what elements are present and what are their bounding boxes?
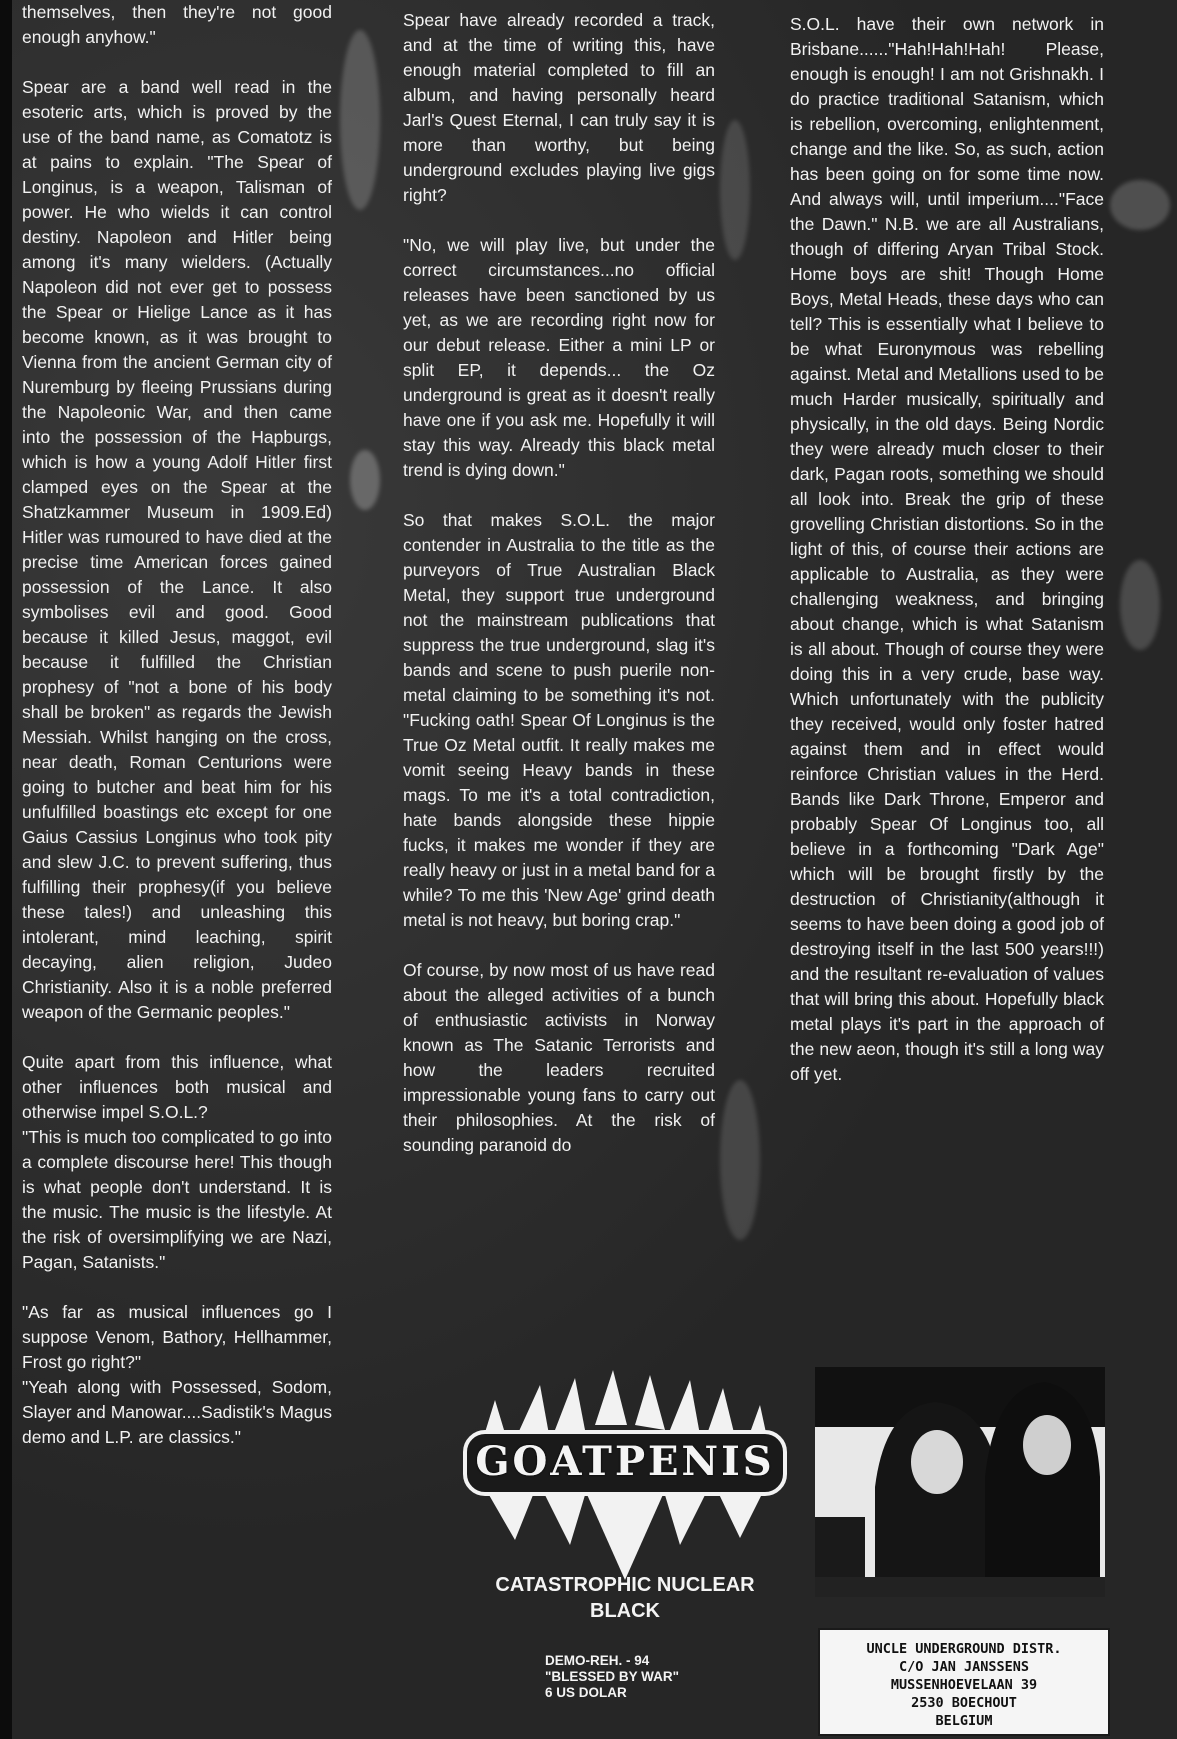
article-column-2	[403, 8, 715, 1183]
address-line: MUSSENHOEVELAAN 39	[890, 1677, 1038, 1693]
paragraph: Quite apart from this influence, what other influences both musical and otherwise impel S.O.L.? "This is much too complicated to go into a complete discourse here! This though is what people don't understand. It is the music. The music is the lifestyle. At the risk of oversimplifying we are Nazi, Pagan, Satanists."	[22, 1052, 332, 1272]
band-logo	[455, 1370, 795, 1580]
background-streak	[720, 1080, 760, 1240]
demo-info: DEMO-REH. - 94	[545, 1653, 650, 1668]
background-streak	[1110, 180, 1170, 230]
release-details	[545, 1653, 745, 1701]
goatpenis-advert	[455, 1370, 795, 1730]
article-column-3	[790, 12, 1104, 1112]
address-line: BELGIUM	[935, 1713, 993, 1729]
paragraph: themselves, then they're not good enough anyhow."	[22, 2, 332, 47]
release-title-line: BLACK	[590, 1600, 660, 1622]
background-streak	[340, 30, 380, 210]
address-line: 2530 BOECHOUT	[911, 1695, 1017, 1711]
release-title-line: CATASTROPHIC NUCLEAR	[495, 1574, 755, 1596]
page-binding-edge	[0, 0, 12, 1739]
paragraph: Spear have already recorded a track, and at the time of writing this, have enough material completed to fill an album, and having personally heard Jarl's Quest Eternal, I can truly say it is more than worthy, but being underground excludes playing live gigs right?	[403, 10, 715, 205]
distribution-address	[818, 1628, 1110, 1736]
paragraph: So that makes S.O.L. the major contender in Australia to the title as the purveyors of True Australian Black Metal, they support true underground not the mainstream publications that suppress the true underground, slag it's bands and scene to push puerile non-metal claiming to be something it's not. "Fucking oath! Spear Of Longinus is the True Oz Metal outfit. It really makes me vomit seeing Heavy bands in these mags. To me it's a total contradiction, hate bands alongside these hippie fucks, it makes me wonder if they are really heavy or just in a metal band for a while? To me this 'New Age' grind death metal is not heavy, but boring crap."	[403, 510, 715, 930]
background-streak	[1120, 560, 1160, 650]
paragraph: "As far as musical influences go I suppose Venom, Bathory, Hellhammer, Frost go right?" "Yeah along with Possessed, Sodom, Slayer and Manowar....Sadistik's Magus demo and L.P. are classics."	[22, 1302, 332, 1447]
demo-title: "BLESSED BY WAR"	[545, 1669, 680, 1684]
paragraph: Of course, by now most of us have read about the alleged activities of a bunch of enthusiastic activists in Norway known as The Satanic Terrorists and how the leaders recruited impressionable young fans to carry out their philosophies. At the risk of sounding paranoid do	[403, 960, 715, 1155]
article-column-1	[22, 0, 332, 1475]
demo-price: 6 US DOLAR	[545, 1685, 627, 1700]
paragraph: Spear are a band well read in the esoteric arts, which is proved by the use of the band name, as Comatotz is at pains to explain. "The Spear of Longinus, is a weapon, Talisman of power. He who wields it can control destiny. Napoleon and Hitler being among it's many wielders. (Actually Napoleon did not ever get to possess the Spear or Hielige Lance as it has become known, as it was brought to Vienna from the ancient German city of Nuremburg by fleeing Prussians during the Napoleonic War, and then came into the possession of the Hapburgs, which is how a young Adolf Hitler first clamped eyes on the Spear at the Shatzkammer Museum in 1909.Ed) Hitler was rumoured to have died at the precise time American forces gained possession of the Lance. It also symbolises evil and good. Good because it killed Jesus, maggot, evil because it fulfilled the Christian prophesy of "not a bone of his body shall be broken" as regards the Jewish Messiah. Whilst hanging on the cross, near death, Roman Centurions were going to butcher and beat him for his unfulfilled boastings etc except for one Gaius Cassius Longinus who took pity and slew J.C. to prevent suffering, thus fulfilling their prophesy(if you believe these tales!) and unleashing this intolerant, mind leaching, spirit decaying, alien religion, Judeo Christianity. Also it is a noble preferred weapon of the Germanic peoples."	[22, 77, 332, 1022]
background-streak	[720, 120, 750, 260]
release-title	[455, 1572, 795, 1624]
background-streak	[350, 450, 380, 510]
logo-text: GOATPENIS	[475, 1438, 775, 1485]
address-line: C/O JAN JANSSENS	[898, 1659, 1030, 1675]
hooded-figures-image	[815, 1367, 1105, 1597]
paragraph: "No, we will play live, but under the correct circumstances...no official releases have been sanctioned by us yet, as we are recording right now for our debut release. Either a mini LP or split EP, it depends... the Oz underground is great as it doesn't really have one if you ask me. Hopefully it will stay this way. Already this black metal trend is dying down."	[403, 235, 715, 480]
band-photo	[815, 1367, 1105, 1597]
address-line: UNCLE UNDERGROUND DISTR.	[866, 1641, 1062, 1657]
paragraph: S.O.L. have their own network in Brisbane......"Hah!Hah!Hah! Please, enough is enough! I am not Grishnakh. I do practice traditional Satanism, which is rebellion, overcoming, enlightenment, change and the like. So, as such, action has been going on for some time now. And always will, until imperium...."Face the Dawn." N.B. we are all Australians, though of differing Aryan Tribal Stock. Home boys are shit! Though Home Boys, Metal Heads, these days who can tell? This is essentially what I believe to be what Euronymous was rebelling against. Metal and Metallions used to be much Harder musically, spiritually and physically, in the old days. Being Nordic they were already much closer to their dark, Pagan roots, something we should all look into. Break the grip of these grovelling Christian distortions. So in the light of this, of course their actions are applicable to Australia, as they were challenging weakness, and bringing about change, which is what Satanism is all about. Though of course they were doing this in a very crude, base way. Which unfortunately with the publicity they received, would only foster hatred against them and in effect would reinforce Christian values in the Herd. Bands like Dark Throne, Emperor and probably Spear Of Longinus too, all believe in a forthcoming "Dark Age" which will be brought firstly by the destruction of Christianity(although it seems to have been doing a good job of destroying itself in the last 500 years!!!) and the resultant re-evaluation of values that will bring this about. Hopefully black metal plays it's part in the approach of the new aeon, though it's still a long way off yet.	[790, 14, 1104, 1084]
